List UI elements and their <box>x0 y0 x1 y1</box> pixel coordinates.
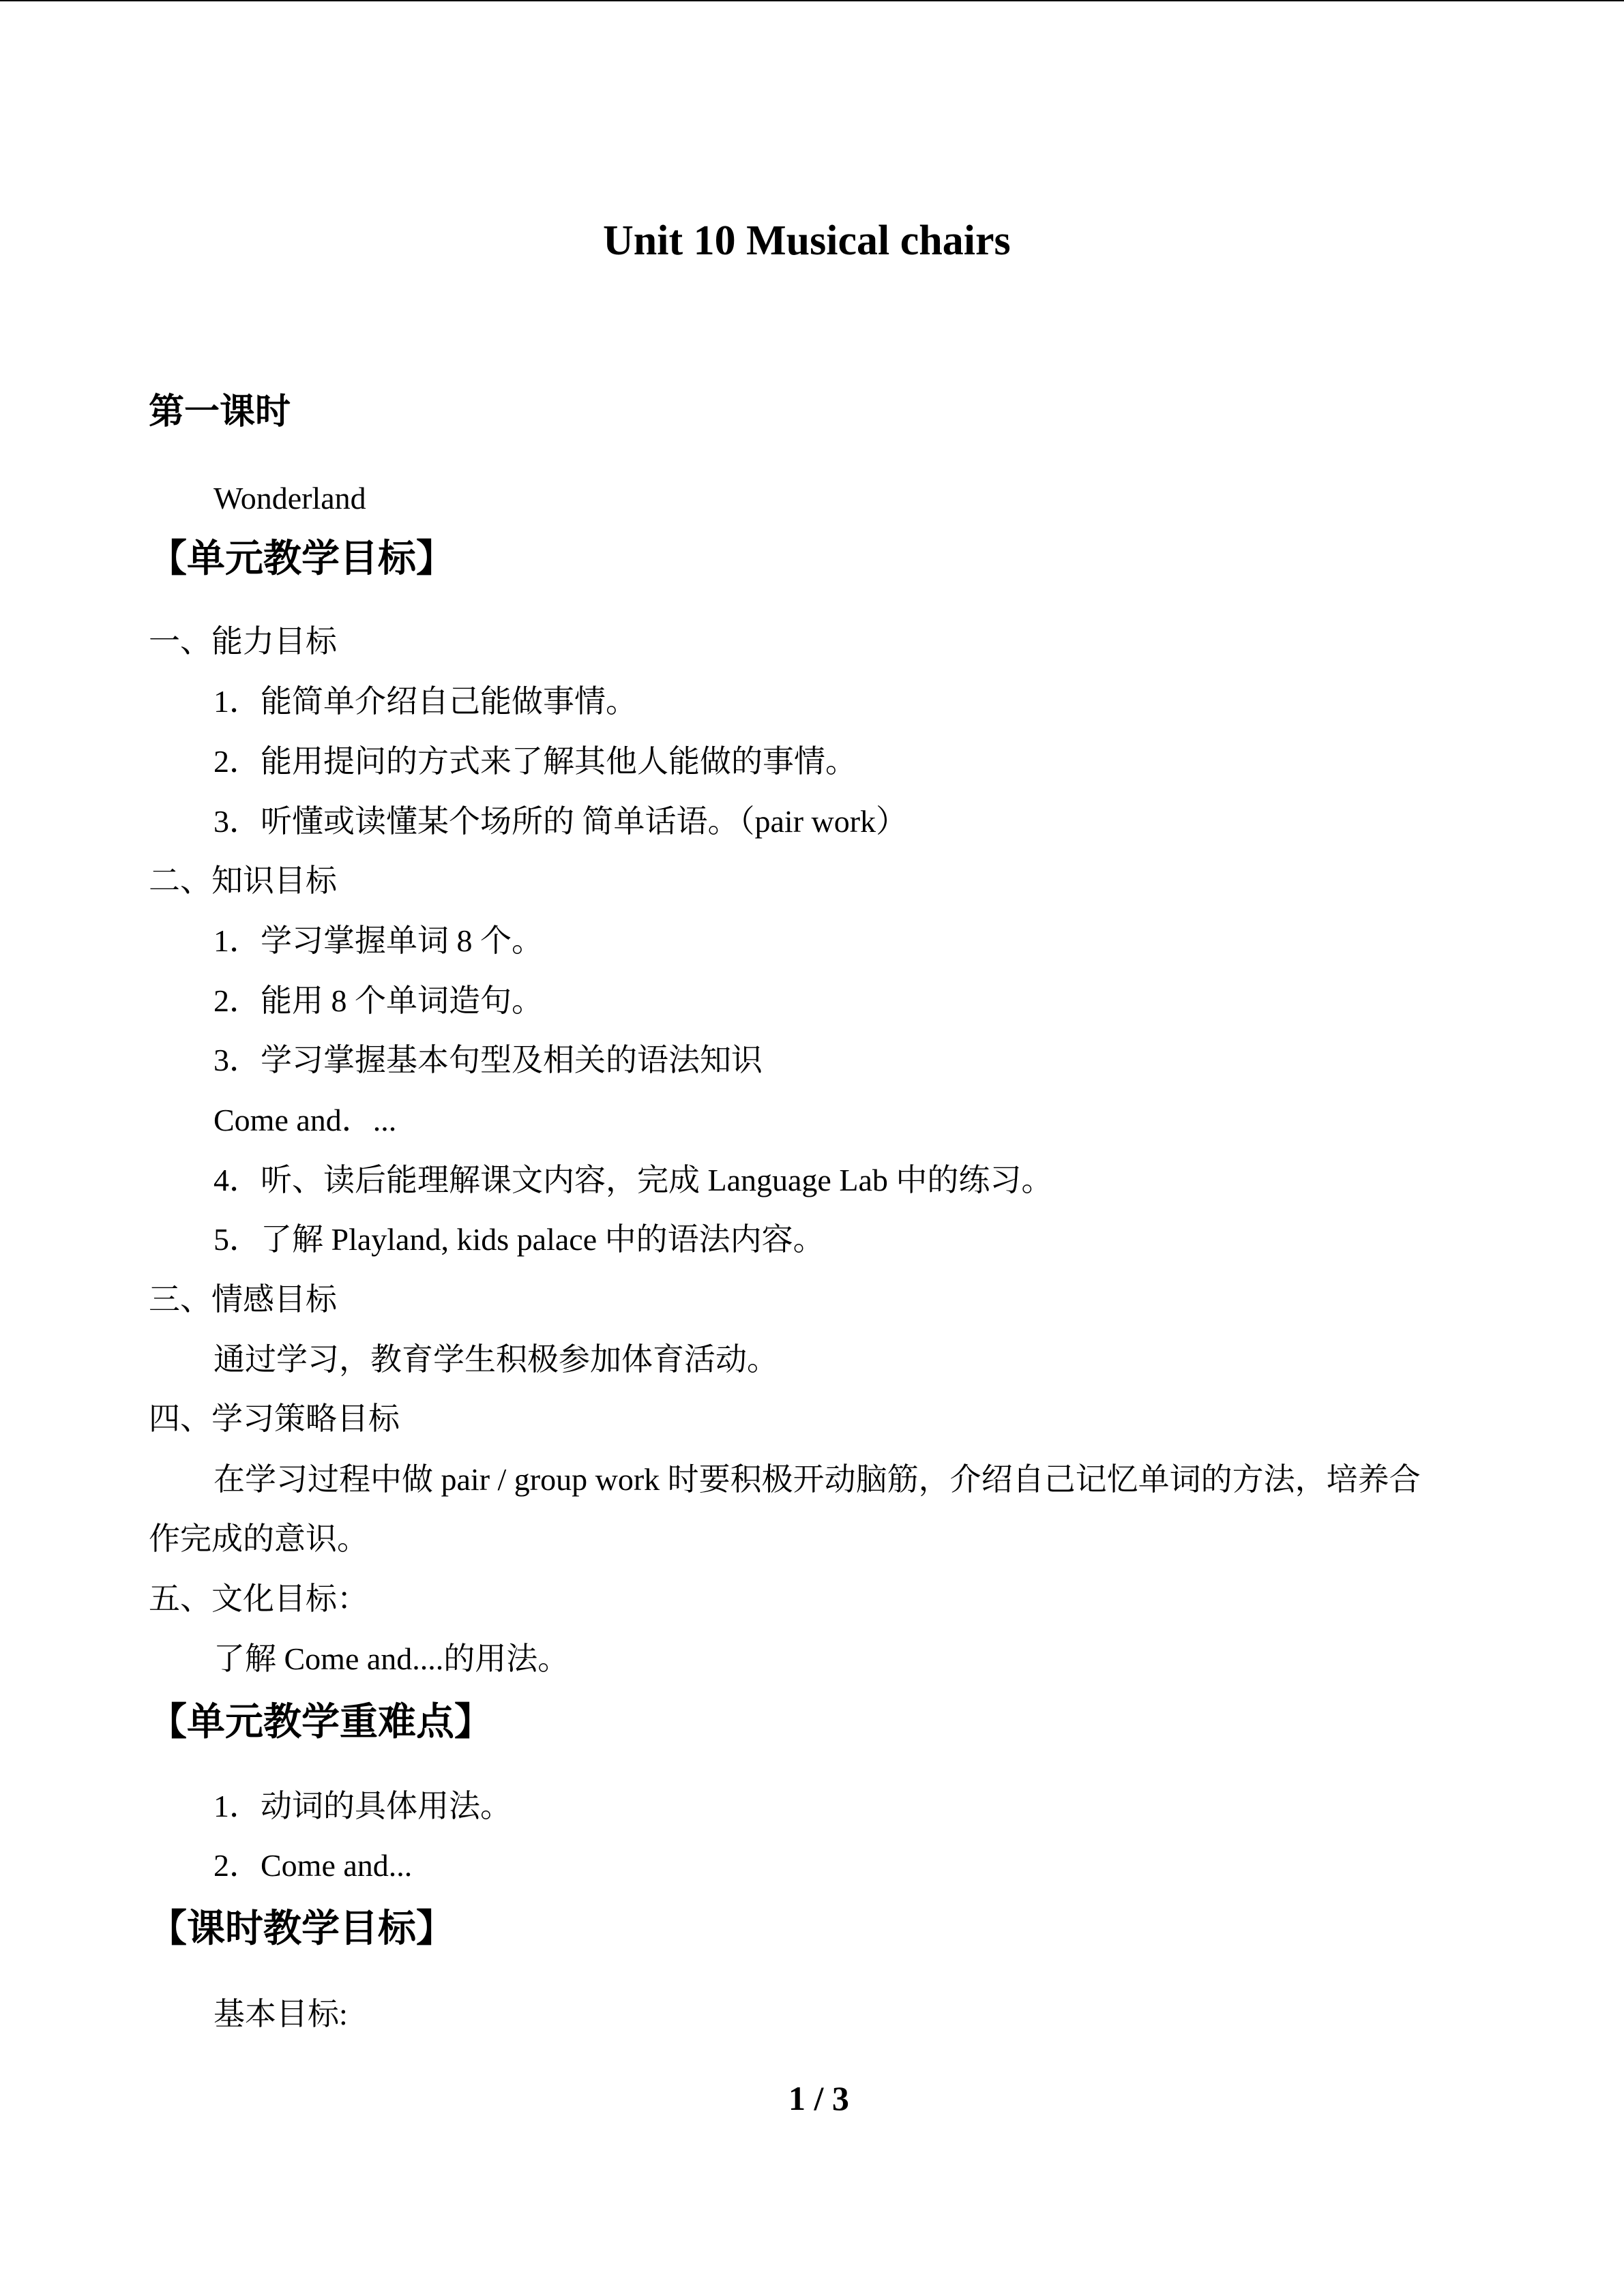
section-unit-goals: 【单元教学目标】 <box>149 537 454 581</box>
lesson-heading: 第一课时 <box>149 391 291 432</box>
knowledge-item: Come and．... <box>213 1103 397 1137</box>
ability-item: 1．能简单介绍自己能做事情。 <box>213 684 637 719</box>
strategy-heading: 四、学习策略目标 <box>149 1401 400 1436</box>
culture-heading: 五、文化目标： <box>149 1581 368 1616</box>
section-lesson-goals: 【课时教学目标】 <box>149 1907 454 1951</box>
strategy-text-line2: 作完成的意识。 <box>149 1521 368 1556</box>
emotion-text: 通过学习，教育学生积极参加体育活动。 <box>213 1342 778 1377</box>
emotion-heading: 三、情感目标 <box>149 1282 337 1317</box>
ability-heading: 一、能力目标 <box>149 624 337 659</box>
knowledge-item: 1．学习掌握单词 8 个。 <box>213 923 543 958</box>
section-key-points: 【单元教学重难点】 <box>149 1700 492 1744</box>
document-title: Unit 10 Musical chairs <box>603 218 1011 264</box>
key-point-item: 1．动词的具体用法。 <box>213 1789 512 1823</box>
top-border <box>0 0 1624 1</box>
knowledge-item: 5．了解 Playland, kids palace 中的语法内容。 <box>213 1222 825 1257</box>
strategy-text-line1: 在学习过程中做 pair / group work 时要积极开动脑筋，介绍自己记忆单词的方法，培养合 <box>213 1462 1421 1497</box>
knowledge-heading: 二、知识目标 <box>149 863 337 898</box>
culture-text: 了解 Come and....的用法。 <box>213 1641 570 1676</box>
knowledge-item: 4．听、读后能理解课文内容，完成 Language Lab 中的练习。 <box>213 1163 1053 1197</box>
basic-goals: 基本目标: <box>213 1997 348 2031</box>
knowledge-item: 2．能用 8 个单词造句。 <box>213 983 543 1018</box>
knowledge-item: 3．学习掌握基本句型及相关的语法知识 <box>213 1043 763 1077</box>
lesson-name: Wonderland <box>213 481 366 516</box>
ability-item: 2．能用提问的方式来了解其他人能做的事情。 <box>213 744 857 779</box>
page-number: 1 / 3 <box>788 2079 849 2117</box>
key-point-item: 2．Come and... <box>213 1848 413 1883</box>
ability-item: 3．听懂或读懂某个场所的 简单话语。（pair work） <box>213 804 908 839</box>
